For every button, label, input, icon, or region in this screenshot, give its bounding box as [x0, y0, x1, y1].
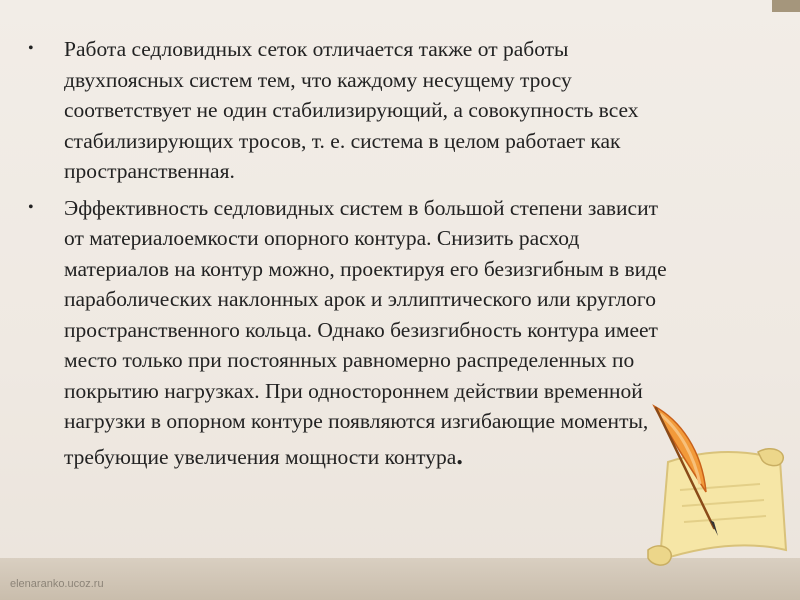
- paragraph-2-line-6: место только при постоянных равномерно распределенных по: [64, 348, 635, 372]
- paragraph-2-line-4: параболических наклонных арок и эллиптического или круглого: [64, 287, 656, 311]
- paragraph-2-line-5: пространственного кольца. Однако безизгибность контура имеет: [64, 317, 658, 342]
- paragraph-2-line-2: от материалоемкости опорного контура. Снизить расход: [64, 226, 580, 250]
- quill-and-scroll-icon: [640, 400, 790, 570]
- paragraph-1-line-2: двухпоясных систем тем, что каждому несущему тросу: [64, 67, 572, 92]
- paragraph-2-line-8: нагрузки в опорном контуре появляются изгибающие моменты,: [64, 409, 649, 433]
- paragraph-2-line-3: материалов на контур можно, проектируя его безизгибным в виде: [64, 256, 667, 281]
- paragraph-1-line-1: Работа седловидных сеток отличается также от работы: [64, 37, 569, 61]
- paragraph-1-line-3: соответствует не один стабилизирующий, а совокупность всех: [64, 98, 639, 122]
- bullet-icon: •: [28, 198, 34, 216]
- paragraph-2-line-1: Эффективность седловидных систем в большой степени зависит: [64, 195, 658, 220]
- paragraph-1-line-5: пространственная.: [64, 159, 235, 183]
- scroll-curl-bottom: [648, 546, 671, 565]
- scroll-paper: [660, 452, 786, 560]
- paragraph-2-line-7: покрытию нагрузках. При одностороннем действии временной: [64, 378, 643, 403]
- watermark: elenaranko.ucoz.ru: [10, 578, 104, 590]
- bullet-paragraph-1: [28, 34, 800, 187]
- paragraph-2-end-mark: .: [456, 440, 463, 470]
- paragraph-2-line-9-text: требующие увеличения мощности контура: [64, 444, 457, 469]
- bullet-icon: •: [28, 40, 34, 57]
- paragraph-1-line-4: стабилизирующих тросов, т. е. система в целом работает как: [64, 128, 621, 153]
- corner-tab: [772, 0, 800, 12]
